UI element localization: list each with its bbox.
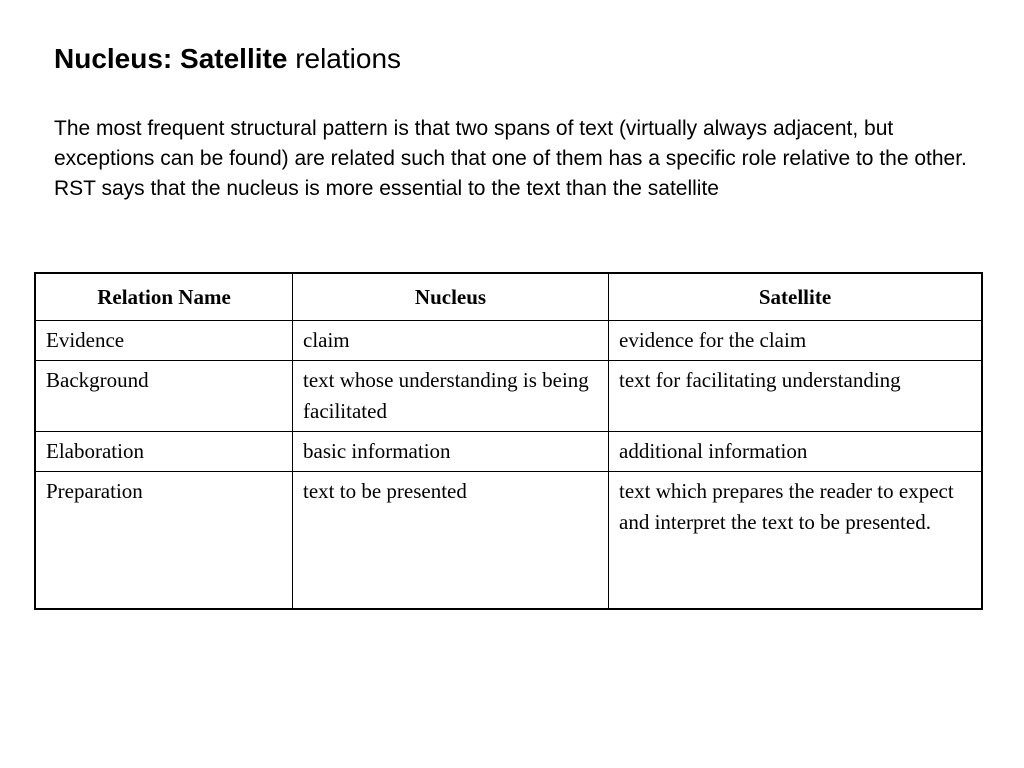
cell-nucleus: basic information [293, 432, 609, 472]
cell-satellite: additional information [609, 432, 983, 472]
title-bold-part: Nucleus: Satellite [54, 43, 288, 74]
cell-relation: Evidence [35, 321, 293, 361]
cell-satellite: evidence for the claim [609, 321, 983, 361]
slide-title [54, 42, 401, 76]
cell-satellite: text for facilitating understanding [609, 361, 983, 432]
table-header-row [35, 273, 982, 321]
cell-nucleus: text to be presented [293, 472, 609, 610]
cell-satellite: text which prepares the reader to expect and interpret the text to be presented. [609, 472, 983, 610]
cell-nucleus: text whose understanding is being facilitated [293, 361, 609, 432]
cell-relation: Background [35, 361, 293, 432]
header-satellite: Satellite [609, 273, 983, 321]
cell-relation: Elaboration [35, 432, 293, 472]
relations-table [34, 272, 983, 610]
header-relation-name: Relation Name [35, 273, 293, 321]
table-row [35, 432, 982, 472]
table-row [35, 321, 982, 361]
intro-paragraph: The most frequent structural pattern is that two spans of text (virtually always adjacent, but exceptions can be found) are related such that one of them has a specific role relative to the other. RST says that the nucleus is more essential to the text than the satellite [54, 117, 967, 200]
title-normal-part: relations [295, 43, 402, 74]
cell-relation: Preparation [35, 472, 293, 610]
header-nucleus: Nucleus [293, 273, 609, 321]
table-row [35, 361, 982, 432]
cell-nucleus: claim [293, 321, 609, 361]
table-row [35, 472, 982, 610]
